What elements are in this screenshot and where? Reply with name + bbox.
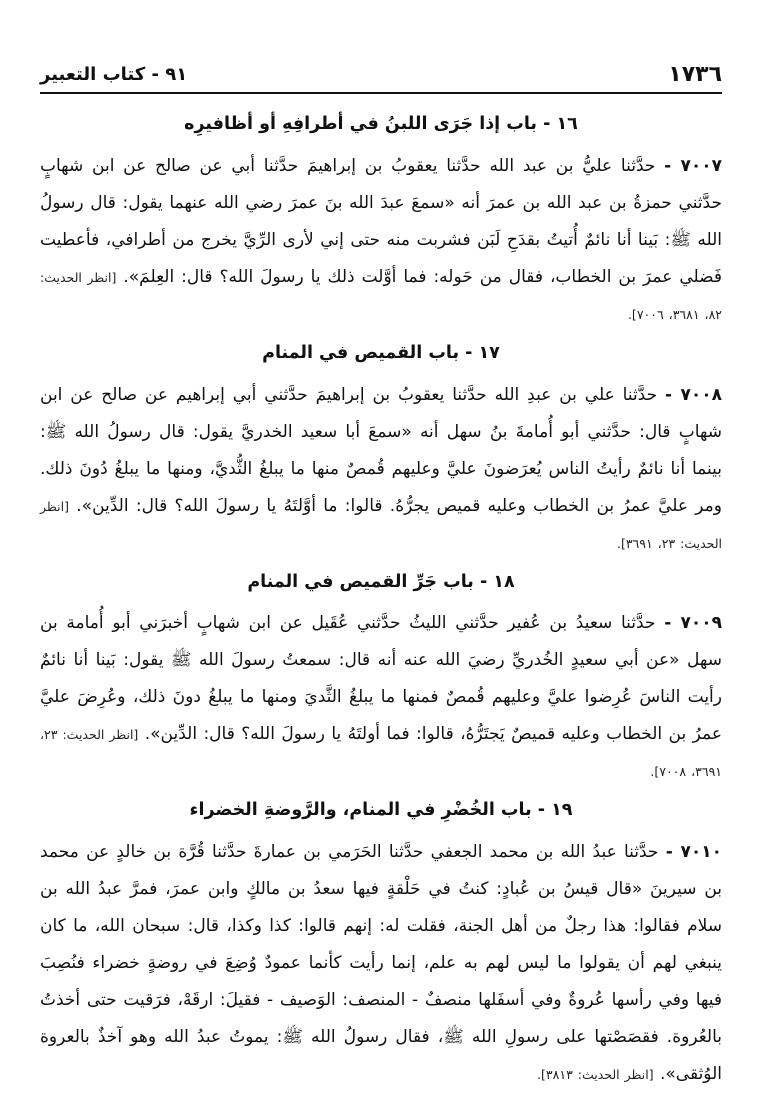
page-content: [40, 104, 722, 1093]
hadith-number: ٧٠٠٩ -: [664, 613, 722, 634]
hadith-reference: [انظر الحديث: ٣٨١٣].: [537, 1067, 654, 1082]
chapter-title: ١٦ - باب إذا جَرَى اللبنُ في أطرافِهِ أو أظافيرِه: [184, 114, 578, 134]
hadith-number: ٧٠٠٨ -: [665, 384, 722, 405]
page-number: ١٧٣٦: [668, 61, 722, 87]
page-header: [40, 56, 722, 94]
hadith-text: حدَّثنا عبدُ الله بن محمد الجعفي حدَّثنا الحَرَمي بن عمارةَ حدَّثنا قُرَّة بن خالدٍ عن محمد بن سيرينَ «قال قيسُ بن عُبادٍ: كنتُ في حَلْقةٍ فيها سعدُ بن مالكٍ وابن عمرَ، فمرَّ عبدُ الله بن سلام فقالوا: هذا رجلٌ من أهل الجنة، فقلت له: إنهم قالوا: كذا وكذا، قال: سبحان الله، ما كان ينبغي لهم أن يقولوا ما ليس لهم به علم، إنما رأيت كأنما عمودٌ وُضِعَ في روضةٍ خضراء فنُصِبَ فيها وفي رأسها عُروةٌ وفي أسفَلها منصفٌ - المنصف: الوَصيف - فقيلَ: ارقَهْ، فرَقيت حتى أخذتُ بالعُروة. فقصَصْتها على رسولِ الله ﷺ، فقال رسولُ الله ﷺ: يموتُ عبدُ الله وهو آخذٌ بالعروة الوُثقى».: [40, 842, 722, 1084]
hadith-text: حدَّثنا علي بن عبدِ الله حدَّثنا يعقوبُ بن إبراهيمَ حدَّثني أبي إبراهيم عن صالح عن ابن شهابٍ قال: حدَّثني أبو أُمامةَ بنُ سهل أنه «سمعَ أبا سعيد الخدريَّ يقول: قال رسولُ الله ﷺ: بينما أنا نائمٌ رأيتُ الناس يُعرَضونَ عليَّ وعليهم قُمصٌ منها ما يبلغُ الثُّديَّ، ومنها ما يبلغُ دُونَ ذلك. ومر عليَّ عمرُ بن الخطاب وعليه قميص يجرُّهُ. قالوا: ما أوَّلتَهُ يا رسولَ الله؟ قال: الدِّين».: [40, 384, 722, 516]
hadith-text: حدَّثنا سعيدُ بن عُفير حدَّثني الليثُ حدَّثني عُقَيل عن ابن شهابٍ أخبرَني أبو أُمامة بن سهل «عن أبي سعيدٍ الخُدريِّ رضيَ الله عنه أنه قال: سمعتُ رسولَ الله ﷺ يقول: بَينا أنا نائمٌ رأيت الناسَ عُرِضوا عليَّ وعليهم قُمصٌ فمنها ما يبلغُ الثَّديَ ومنها ما يبلغُ دونَ ذلك، وعُرِضَ عليَّ عمرُ بن الخطاب وعليه قميصٌ يَجتَرُّهُ، قالوا: فما أولتَهُ يا رسولَ الله؟ قال: الدِّين».: [40, 613, 722, 745]
running-book-title: ٩١ - كتاب التعبير: [40, 63, 188, 85]
hadith-paragraph: [40, 377, 722, 562]
chapter-title: ١٩ - باب الخُضْرِ في المنام، والرَّوضةِ الخضراء: [189, 800, 573, 821]
chapter-title: ١٨ - باب جَرِّ القميص في المنام: [247, 571, 515, 592]
hadith-text: حدَّثنا عليُّ بن عبد الله حدَّثنا يعقوبُ بن إبراهيمَ حدَّثنا أبي عن صالح عن ابن شهابٍ حدَّثني حمزةُ بن عبد الله بن عمرَ أنه «سمعَ عبدَ الله بنَ عمرَ رضي الله عنهما يقول: قال رسولُ الله ﷺ: بَينا أنا نائمٌ أُتيتُ بقدَحِ لَبَن فشربت منه حتى إني لأرى الرِّيَّ يخرج من أطرافي، فأعطيت فَضلي عمرَ بن الخطاب، فقال من حَوله: فما أوَّلت ذلك يا رسولَ الله؟ قال: العِلمَ».: [40, 155, 722, 287]
hadith-reference: [انظر الحديث: ٢٣، ٣٦٩١].: [40, 498, 722, 551]
chapter-title: ١٧ - باب القميص في المنام: [262, 342, 500, 363]
hadith-reference: [انظر الحديث: ٢٣، ٣٦٩١، ٧٠٠٨].: [40, 727, 722, 780]
hadith-number: ٧٠١٠ -: [665, 842, 723, 862]
hadith-reference: [انظر الحديث: ٨٢، ٣٦٨١، ٧٠٠٦].: [40, 269, 722, 322]
hadith-paragraph: [40, 148, 722, 333]
hadith-paragraph: [40, 834, 722, 1093]
hadith-paragraph: [40, 605, 722, 790]
hadith-number: ٧٠٠٧ -: [664, 155, 722, 176]
